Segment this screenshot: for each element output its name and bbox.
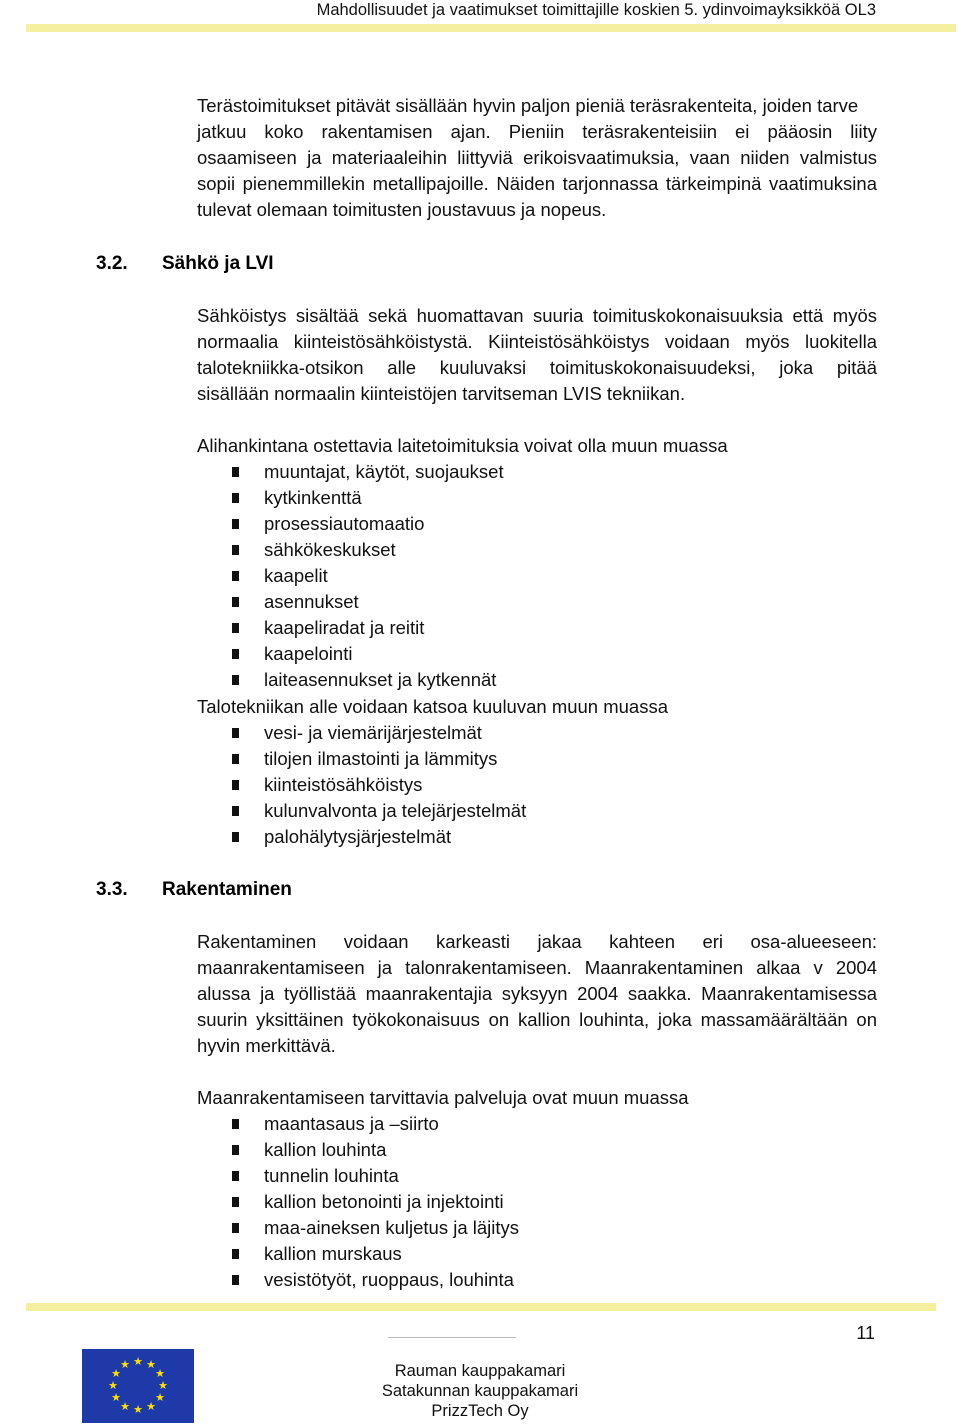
list-item <box>232 1189 519 1215</box>
bullet-square-icon <box>232 675 239 685</box>
list-item <box>232 1163 519 1189</box>
list-item-label: tilojen ilmastointi ja lämmitys <box>264 748 498 769</box>
bullet-list <box>232 720 526 850</box>
svg-text:★: ★ <box>133 1403 143 1416</box>
text-line: hyvin merkittävä. <box>197 1035 336 1056</box>
list-intro-text: Maanrakentamiseen tarvittavia palveluja ovat muun muassa <box>197 1087 689 1108</box>
section-number: 3.3. <box>96 879 128 900</box>
bullet-square-icon <box>232 1171 239 1181</box>
footer-publishers <box>300 1361 660 1421</box>
text-line: sisällään normaalin kiinteistöjen tarvitseman LVIS tekniikan. <box>197 383 686 404</box>
list-intro-text: Talotekniikan alle voidaan katsoa kuuluvan muun muassa <box>197 696 669 717</box>
text-line: normaalia kiinteistösähköistystä. Kiinteistösähköistys voidaan myös luokitella <box>197 331 877 352</box>
svg-text:★: ★ <box>111 1367 121 1380</box>
list-intro <box>197 1085 877 1111</box>
list-item <box>232 1241 519 1267</box>
text-line: maanrakentamiseen ja talonrakentamiseen. Maanrakentaminen alkaa v 2004 <box>197 957 877 978</box>
list-item <box>232 511 504 537</box>
svg-text:★: ★ <box>120 1400 130 1413</box>
eu-flag-logo <box>82 1349 194 1423</box>
list-item-label: laiteasennukset ja kytkennät <box>264 669 497 690</box>
svg-text:★: ★ <box>155 1391 165 1404</box>
bullet-square-icon <box>232 1197 239 1207</box>
list-item-label: maantasaus ja –siirto <box>264 1113 439 1134</box>
bullet-list <box>232 1111 519 1293</box>
bullet-square-icon <box>232 493 239 503</box>
list-item <box>232 563 504 589</box>
bullet-square-icon <box>232 571 239 581</box>
text-line: Rakentaminen voidaan karkeasti jakaa kahteen eri osa-alueeseen: <box>197 931 877 952</box>
list-item <box>232 615 504 641</box>
list-intro-text: Alihankintana ostettavia laitetoimituksia voivat olla muun muassa <box>197 435 728 456</box>
bullet-square-icon <box>232 649 239 659</box>
list-item <box>232 746 526 772</box>
list-intro <box>197 433 877 459</box>
text-line: Sähköistys sisältää sekä huomattavan suuria toimituskokonaisuuksia että myös <box>197 305 877 326</box>
svg-text:★: ★ <box>120 1358 130 1371</box>
bullet-square-icon <box>232 467 239 477</box>
list-item <box>232 824 526 850</box>
list-item-label: maa-aineksen kuljetus ja läjitys <box>264 1217 520 1238</box>
text-line: jatkuu koko rakentamisen ajan. Pieniin teräsrakenteisiin ei pääosin liity <box>197 121 877 142</box>
eu-stars-icon <box>82 1349 194 1423</box>
header-band <box>26 24 956 32</box>
section-number: 3.2. <box>96 253 128 274</box>
section-paragraph <box>197 303 877 407</box>
footer-line: Satakunnan kauppakamari <box>381 1382 579 1400</box>
bullet-square-icon <box>232 519 239 529</box>
list-item-label: kaapelit <box>264 565 328 586</box>
footer-divider <box>388 1337 516 1338</box>
footer-line: Rauman kauppakamari <box>394 1362 566 1380</box>
text-line: Terästoimitukset pitävät sisällään hyvin paljon pieniä teräsrakenteita, joiden tarve <box>197 95 859 116</box>
section-paragraph <box>197 929 877 1059</box>
intro-paragraph <box>197 93 877 223</box>
svg-text:★: ★ <box>133 1355 143 1368</box>
svg-text:★: ★ <box>146 1358 156 1371</box>
footer-band <box>26 1303 936 1311</box>
bullet-square-icon <box>232 780 239 790</box>
list-item-label: tunnelin louhinta <box>264 1165 399 1186</box>
list-item-label: palohälytysjärjestelmät <box>264 826 452 847</box>
list-item <box>232 772 526 798</box>
list-item-label: kytkinkenttä <box>264 487 362 508</box>
text-line: talotekniikka-otsikon alle kuuluvaksi toimituskokonaisuudeksi, joka pitää <box>197 357 877 378</box>
list-item-label: kallion louhinta <box>264 1139 387 1160</box>
text-line: alussa ja työllistää maanrakentajia syksyyn 2004 saakka. Maanrakentamisessa <box>197 983 877 1004</box>
bullet-square-icon <box>232 832 239 842</box>
list-item <box>232 1215 519 1241</box>
list-item <box>232 720 526 746</box>
bullet-square-icon <box>232 1249 239 1259</box>
list-item <box>232 1111 519 1137</box>
list-item <box>232 537 504 563</box>
bullet-square-icon <box>232 1275 239 1285</box>
list-item <box>232 798 526 824</box>
list-item-label: muuntajat, käytöt, suojaukset <box>264 461 504 482</box>
list-item-label: kulunvalvonta ja telejärjestelmät <box>264 800 527 821</box>
bullet-square-icon <box>232 623 239 633</box>
text-line: osaamiseen ja materiaaleihin liittyviä erikoisvaatimuksia, vaan niiden valmistus <box>197 147 877 168</box>
list-item <box>232 1137 519 1163</box>
text-line: sopii pienemmillekin metallipajoille. Näiden tarjonnassa tärkeimpinä vaatimuksina <box>197 173 877 194</box>
running-header: Mahdollisuudet ja vaatimukset toimittajille koskien 5. ydinvoimayksikköä OL3 <box>316 1 876 19</box>
section-heading: Sähkö ja LVI <box>162 253 274 274</box>
svg-text:★: ★ <box>111 1391 121 1404</box>
list-item-label: kaapelointi <box>264 643 353 664</box>
list-item-label: kallion betonointi ja injektointi <box>264 1191 504 1212</box>
svg-text:★: ★ <box>155 1367 165 1380</box>
list-item-label: vesistötyöt, ruoppaus, louhinta <box>264 1269 514 1290</box>
list-item-label: sähkökeskukset <box>264 539 396 560</box>
bullet-square-icon <box>232 1223 239 1233</box>
list-item <box>232 1267 519 1293</box>
text-line: suurin yksittäinen työkokonaisuus on kallion louhinta, joka massamäärältään on <box>197 1009 877 1030</box>
bullet-square-icon <box>232 1119 239 1129</box>
list-item-label: prosessiautomaatio <box>264 513 425 534</box>
list-item-label: asennukset <box>264 591 359 612</box>
list-item-label: kallion murskaus <box>264 1243 402 1264</box>
list-item <box>232 667 504 693</box>
list-item-label: kaapeliradat ja reitit <box>264 617 425 638</box>
bullet-list <box>232 459 504 693</box>
svg-text:★: ★ <box>146 1400 156 1413</box>
text-line: tulevat olemaan toimitusten joustavuus ja nopeus. <box>197 199 607 220</box>
list-item <box>232 459 504 485</box>
bullet-square-icon <box>232 728 239 738</box>
list-item <box>232 641 504 667</box>
bullet-square-icon <box>232 806 239 816</box>
svg-text:★: ★ <box>108 1379 118 1392</box>
bullet-square-icon <box>232 545 239 555</box>
page-number: 11 <box>856 1323 875 1343</box>
footer-line: PrizzTech Oy <box>431 1402 529 1420</box>
list-item-label: vesi- ja viemärijärjestelmät <box>264 722 482 743</box>
bullet-square-icon <box>232 1145 239 1155</box>
list-item <box>232 589 504 615</box>
bullet-square-icon <box>232 754 239 764</box>
list-intro <box>197 694 877 720</box>
section-heading: Rakentaminen <box>162 879 292 900</box>
list-item-label: kiinteistösähköistys <box>264 774 423 795</box>
list-item <box>232 485 504 511</box>
svg-text:★: ★ <box>158 1379 168 1392</box>
bullet-square-icon <box>232 597 239 607</box>
